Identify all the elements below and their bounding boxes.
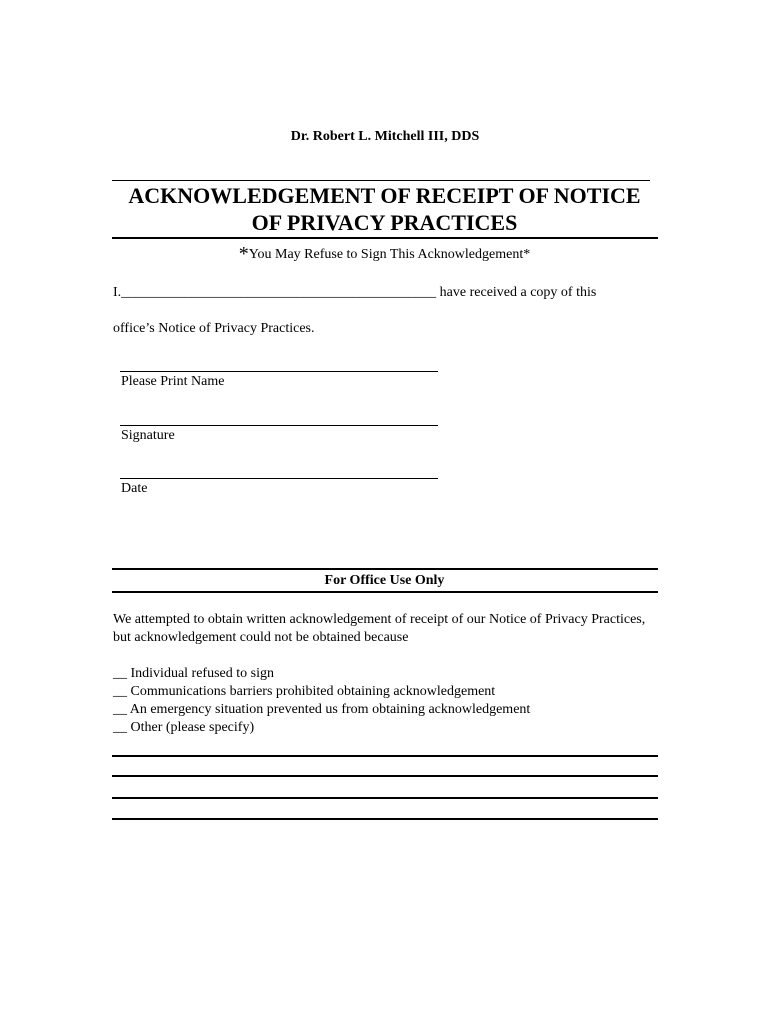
statement-line-1	[113, 285, 596, 301]
page-title	[112, 182, 657, 236]
name-blank-field[interactable]: _____________________________________________	[121, 285, 437, 300]
office-use-paragraph: We attempted to obtain written acknowledgement of receipt of our Notice of Privacy Practices, but acknowledgement could not be obtained because	[113, 612, 646, 645]
option-emergency[interactable]: __ An emergency situation prevented us from obtaining acknowledgement	[113, 702, 531, 717]
print-name-label: Please Print Name	[121, 374, 225, 389]
statement-suffix: have received a copy of this	[436, 285, 597, 300]
date-label: Date	[121, 481, 148, 496]
office-top-rule	[112, 568, 658, 570]
specify-line-2[interactable]	[112, 775, 658, 777]
specify-line-4[interactable]	[112, 818, 658, 820]
date-line[interactable]	[120, 478, 438, 479]
office-bottom-rule	[112, 591, 658, 593]
signature-line[interactable]	[120, 425, 438, 426]
refuse-note-text: You May Refuse to Sign This Acknowledgement*	[248, 247, 531, 262]
office-use-heading: For Office Use Only	[324, 573, 445, 588]
specify-line-1[interactable]	[112, 755, 658, 757]
refuse-note	[112, 243, 657, 266]
statement-line-2: office’s Notice of Privacy Practices.	[113, 321, 315, 336]
statement-prefix: I.	[113, 285, 122, 300]
option-communication-barriers[interactable]: __ Communications barriers prohibited obtaining acknowledgement	[113, 684, 496, 699]
title-line-2: OF PRIVACY PRACTICES	[251, 210, 518, 235]
option-other[interactable]: __ Other (please specify)	[113, 720, 255, 735]
option-refused[interactable]: __ Individual refused to sign	[113, 666, 274, 681]
specify-line-3[interactable]	[112, 797, 658, 799]
title-line-1: ACKNOWLEDGEMENT OF RECEIPT OF NOTICE	[128, 183, 641, 208]
signature-label: Signature	[121, 428, 175, 443]
refuse-note-star: *	[238, 243, 249, 265]
doctor-name: Dr. Robert L. Mitchell III, DDS	[290, 129, 480, 144]
title-top-rule	[112, 180, 650, 181]
print-name-line[interactable]	[120, 371, 438, 372]
title-bottom-rule	[112, 237, 658, 239]
